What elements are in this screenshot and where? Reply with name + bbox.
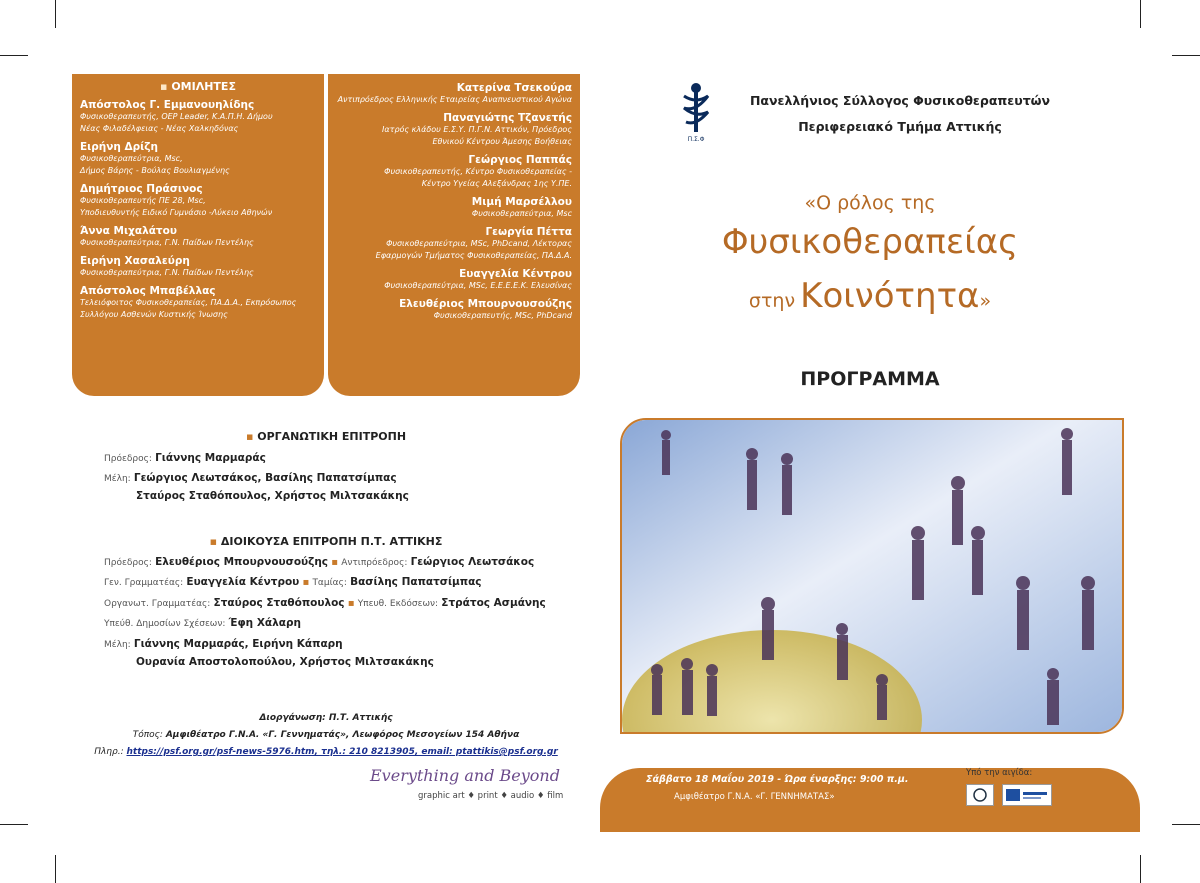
speaker-entry	[80, 255, 316, 279]
association-logo	[678, 82, 714, 146]
patronage-logo-2	[1002, 784, 1052, 806]
speaker-entry	[336, 112, 572, 148]
speaker-name: Δημήτριος Πράσινος	[80, 183, 203, 195]
speaker-role: Υποδιευθυντής Ειδικό Γυμνάσιο -Λύκειο Αθηνών	[80, 208, 273, 217]
speaker-role: Φυσικοθεραπεύτρια, Γ.Ν. Παίδων Πεντέλης	[80, 268, 254, 277]
speaker-name: Γεωργία Πέττα	[485, 226, 572, 238]
association-line2: Περιφερειακό Τμήμα Αττικής	[798, 119, 1002, 134]
crop-mark	[0, 55, 28, 56]
speaker-entry	[336, 154, 572, 190]
speaker-role: Συλλόγου Ασθενών Κυστικής Ίνωσης	[80, 310, 228, 319]
speaker-name: Ευαγγελία Κέντρου	[459, 268, 572, 280]
organizing-members-cont: Σταύρος Σταθόπουλος, Χρήστος Μιλτσακάκης	[136, 490, 409, 502]
speaker-entry	[80, 285, 316, 321]
speaker-role: Φυσικοθεραπευτής ΠΕ 28, Msc,	[80, 196, 206, 205]
organizing-committee-title: ▪ ΟΡΓΑΝΩΤΙΚΗ ΕΠΙΤΡΟΠΗ	[245, 430, 407, 443]
credit-tagline: graphic art ♦ print ♦ audio ♦ film	[418, 791, 564, 801]
info-line: Πληρ.: https://psf.org.gr/psf-news-5976.htm, τηλ.: 210 8213905, email: ptattikis@psf.org.gr	[94, 747, 558, 757]
crop-mark	[1172, 824, 1200, 825]
board-row: Πρόεδρος: Ελευθέριος Μπουρνουσούζης ▪ Αντιπρόεδρος: Γεώργιος Λεωτσάκος	[104, 556, 535, 568]
crop-mark	[0, 824, 28, 825]
board-row: Υπεύθ. Δημοσίων Σχέσεων: Έφη Χάλαρη	[104, 617, 301, 629]
speaker-role: Κέντρο Υγείας Αλεξάνδρας 1ης Υ.ΠΕ.	[421, 179, 572, 188]
crop-mark	[55, 855, 56, 883]
info-link[interactable]: https://psf.org.gr/psf-news-5976.htm, τηλ.: 210 8213905, email: ptattikis@psf.org.gr	[126, 747, 558, 757]
speaker-role: Φυσικοθεραπευτής, MSc, PhDcand	[433, 311, 572, 320]
organizer-line: Διοργάνωση: Π.Τ. Αττικής	[259, 713, 393, 723]
speaker-name: Παναγιώτης Τζανετής	[443, 112, 572, 124]
title-part1: «Ο ρόλος της	[804, 192, 936, 214]
patronage-logo-1	[966, 784, 994, 806]
speaker-entry	[336, 226, 572, 262]
title-part3: στην Κοινότητα»	[748, 276, 992, 316]
crop-mark	[1172, 55, 1200, 56]
board-row: Οργανωτ. Γραμματέας: Σταύρος Σταθόπουλος ▪ Υπευθ. Εκδόσεων: Στράτος Ασμάνης	[104, 597, 546, 609]
organizing-president: Πρόεδρος: Γιάννης Μαρμαράς	[104, 452, 266, 464]
venue-line: Τόπος: Αμφιθέατρο Γ.Ν.Α. «Γ. Γεννηματάς», Λεωφόρος Μεσογείων 154 Αθήνα	[132, 730, 520, 740]
speaker-entry	[80, 141, 316, 177]
title-part2: Φυσικοθεραπείας	[721, 222, 1019, 262]
speaker-name: Απόστολος Μπαβέλλας	[80, 285, 216, 297]
crop-mark	[1140, 0, 1141, 28]
speaker-role: Τελειόφοιτος Φυσικοθεραπείας, ΠΑ.Δ.Α., Εκπρόσωπος	[80, 298, 297, 307]
organizing-members: Μέλη: Γεώργιος Λεωτσάκος, Βασίλης Παπατσίμπας	[104, 472, 397, 484]
speaker-role: Φυσικοθεραπεύτρια, Msc,	[80, 154, 183, 163]
board-row: Ουρανία Αποστολοπούλου, Χρήστος Μιλτσακάκης	[136, 656, 434, 668]
crop-mark	[55, 0, 56, 28]
speaker-name: Ειρήνη Χασαλεύρη	[80, 255, 190, 267]
speaker-role: Εθνικού Κέντρου Άμεσης Βοήθειας	[432, 137, 572, 146]
patronage-label: Υπό την αιγίδα:	[966, 768, 1033, 778]
association-name	[720, 88, 1080, 140]
speaker-name: Απόστολος Γ. Εμμανουηλίδης	[80, 99, 255, 111]
speaker-role: Δήμος Βάρης - Βούλας Βουλιαγμένης	[80, 166, 230, 175]
event-date: Σάββατο 18 Μαΐου 2019 - Ώρα έναρξης: 9:00 π.μ.	[646, 774, 909, 785]
board-row: Γεν. Γραμματέας: Ευαγγελία Κέντρου ▪ Ταμίας: Βασίλης Παπατσίμπας	[104, 576, 482, 588]
speakers-panel-right	[328, 74, 580, 396]
speaker-role: Φυσικοθεραπεύτρια, Msc	[471, 209, 572, 218]
speaker-role: Φυσικοθεραπεύτρια, MSc, PhDcand, Λέκτορας	[386, 239, 572, 248]
speaker-name: Γεώργιος Παππάς	[468, 154, 572, 166]
speaker-name: Άννα Μιχαλάτου	[80, 225, 177, 237]
association-line1: Πανελλήνιος Σύλλογος Φυσικοθεραπευτών	[749, 93, 1051, 108]
logo-text: Π.Σ.Φ	[687, 136, 705, 143]
crowd-illustration	[622, 420, 1122, 732]
speaker-entry	[80, 183, 316, 219]
speaker-name: Ειρήνη Δρίζη	[80, 141, 158, 153]
speaker-entry	[80, 225, 316, 249]
event-footer	[600, 768, 1140, 832]
event-venue: Αμφιθέατρο Γ.Ν.Α. «Γ. ΓΕΝΝΗΜΑΤΑΣ»	[674, 792, 835, 802]
speakers-heading: ▪ ΟΜΙΛΗΤΕΣ	[160, 80, 236, 93]
speaker-name: Ελευθέριος Μπουρνουσούζης	[399, 298, 572, 310]
seal-icon	[967, 785, 993, 805]
speaker-role: Φυσικοθεραπεύτρια, MSc, Ε.Ε.Ε.Ε.Κ. Ελευσίνας	[384, 281, 572, 290]
board-row: Μέλη: Γιάννης Μαρμαράς, Ειρήνη Κάπαρη	[104, 638, 343, 650]
speaker-role: Ιατρός κλάδου Ε.Σ.Υ. Π.Γ.Ν. Αττικόν, Πρόεδρος	[382, 125, 572, 134]
cover-illustration	[620, 418, 1124, 734]
speaker-entry	[80, 99, 316, 135]
speaker-role: Φυσικοθεραπεύτρια, Γ.Ν. Παίδων Πεντέλης	[80, 238, 254, 247]
speaker-name: Κατερίνα Τσεκούρα	[456, 82, 572, 94]
speaker-role: Φυσικοθεραπευτής, OEP Leader, Κ.Α.Π.Η. Δήμου	[80, 112, 273, 121]
speaker-name: Μιμή Μαρσέλλου	[471, 196, 572, 208]
speaker-role: Εφαρμογών Τμήματος Φυσικοθεραπείας, ΠΑ.Δ.Α.	[375, 251, 572, 260]
crop-mark	[1140, 855, 1141, 883]
kedeke-logo-icon	[1003, 785, 1051, 805]
programma-heading: ΠΡΟΓΡΑΜΜΑ	[800, 368, 940, 390]
speaker-entry	[336, 82, 572, 106]
speaker-role: Φυσικοθεραπευτής, Κέντρο Φυσικοθεραπείας -	[384, 167, 572, 176]
speaker-role: Αντιπρόεδρος Ελληνικής Εταιρείας Αναπνευστικού Αγώνα	[337, 95, 572, 104]
cover-panel	[600, 0, 1140, 883]
board-title: ▪ ΔΙΟΙΚΟΥΣΑ ΕΠΙΤΡΟΠΗ Π.Τ. ΑΤΤΙΚΗΣ	[209, 535, 443, 548]
speaker-entry	[336, 268, 572, 292]
speaker-entry	[336, 196, 572, 220]
speaker-entry	[336, 298, 572, 322]
speaker-role: Νέας Φιλαδέλφειας - Νέας Χαλκηδόνας	[80, 124, 239, 133]
speakers-panel-left	[72, 74, 324, 396]
credit-brand: Everything and Beyond	[370, 766, 560, 785]
